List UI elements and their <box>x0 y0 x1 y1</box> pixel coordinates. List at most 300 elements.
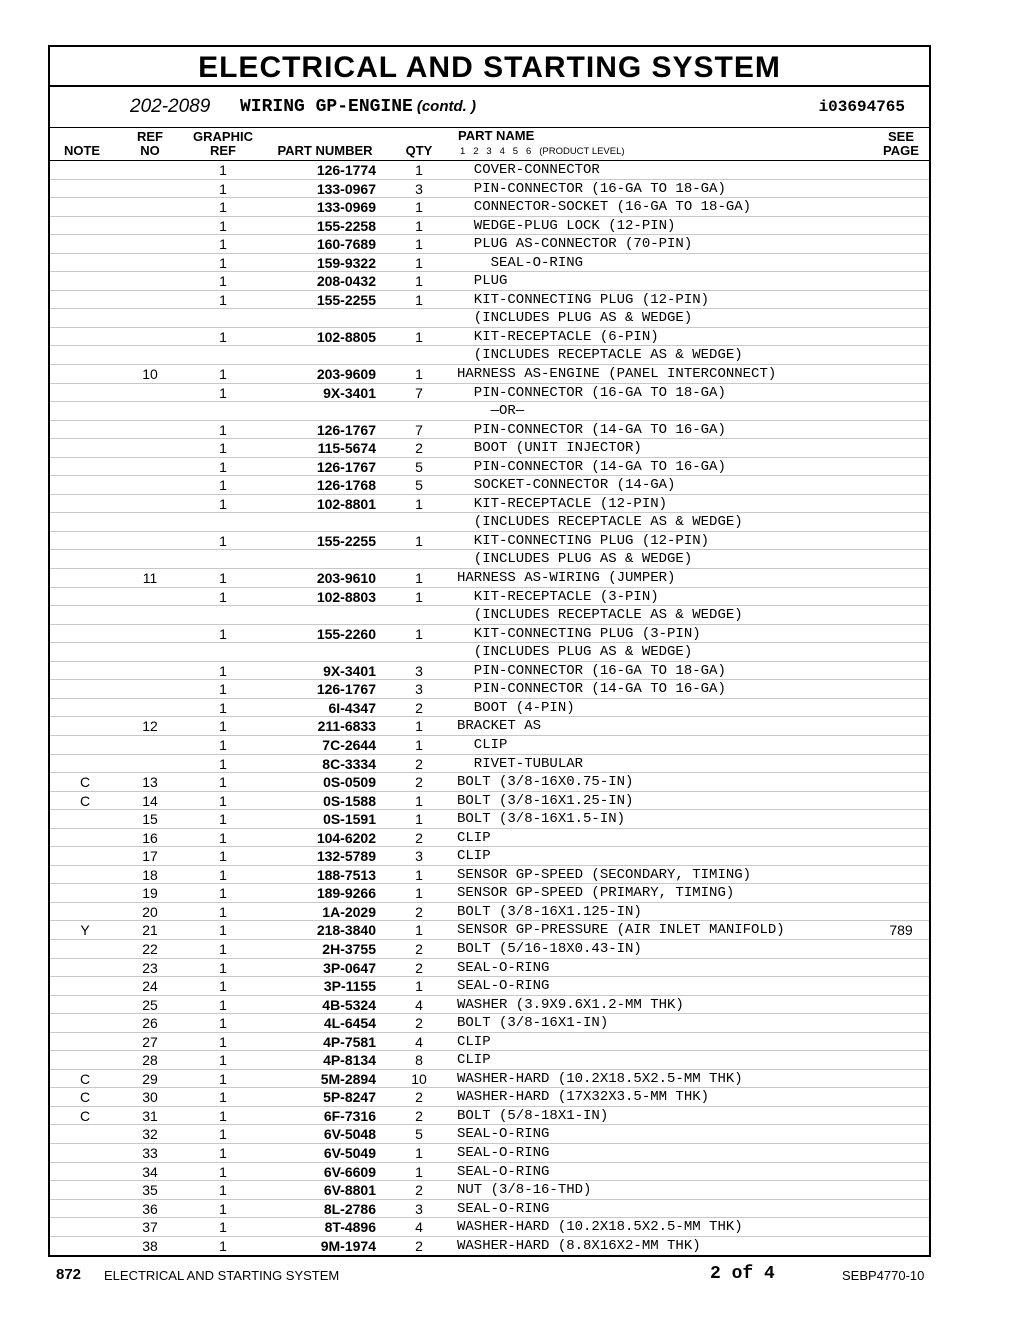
graphic-ref-cell: 1 <box>219 1052 227 1069</box>
qty-cell: 2 <box>415 829 423 846</box>
part-number-cell: 5P-8247 <box>323 1089 376 1106</box>
table-row <box>50 959 929 978</box>
table-row <box>50 680 929 699</box>
part-name-cell: WASHER-HARD (10.2X18.5X2.5-MM THK) <box>457 1070 743 1087</box>
qty-cell: 2 <box>415 1015 423 1032</box>
table-row <box>50 625 929 644</box>
graphic-ref-cell: 1 <box>219 328 227 345</box>
part-name-cell: BOLT (5/16-18X0.43-IN) <box>457 940 642 957</box>
ref-number-cell: 21 <box>142 922 158 939</box>
part-number-cell: 132-5789 <box>316 848 376 865</box>
part-name-cell: HARNESS AS-ENGINE (PANEL INTERCONNECT) <box>457 366 777 383</box>
table-row <box>50 346 929 365</box>
part-number-cell: 155-2258 <box>316 217 376 234</box>
graphic-ref-cell: 1 <box>219 217 227 234</box>
qty-cell: 4 <box>415 1033 423 1050</box>
part-number-cell: 159-9322 <box>316 254 376 271</box>
header-ref-top: REF <box>137 129 163 144</box>
part-name-cell: COVER-CONNECTOR <box>457 162 600 178</box>
qty-cell: 5 <box>415 458 423 475</box>
qty-cell: 1 <box>415 736 423 753</box>
qty-cell: 5 <box>415 1126 423 1143</box>
qty-cell: 3 <box>415 1200 423 1217</box>
qty-cell: 2 <box>415 940 423 957</box>
part-name-cell: WASHER (3.9X9.6X1.2-MM THK) <box>457 996 684 1013</box>
part-number-cell: 5M-2894 <box>320 1070 376 1087</box>
graphic-ref-cell: 1 <box>219 588 227 605</box>
part-number-cell: 4L-6454 <box>323 1015 376 1032</box>
qty-cell: 1 <box>415 236 423 253</box>
part-name-cell: SOCKET-CONNECTOR (14-GA) <box>457 477 676 494</box>
qty-cell: 4 <box>415 996 423 1013</box>
graphic-ref-cell: 1 <box>219 681 227 698</box>
qty-cell: 1 <box>415 495 423 512</box>
part-name-cell: WEDGE-PLUG LOCK (12-PIN) <box>457 217 676 234</box>
part-name-cell: PIN-CONNECTOR (16-GA TO 18-GA) <box>457 180 726 197</box>
part-name-cell: SENSOR GP-SPEED (SECONDARY, TIMING) <box>457 866 752 883</box>
part-number-cell: 104-6202 <box>316 829 376 846</box>
graphic-ref-cell: 1 <box>219 1182 227 1199</box>
table-row <box>50 1218 929 1237</box>
ref-number-cell: 23 <box>142 959 158 976</box>
graphic-ref-cell: 1 <box>219 384 227 401</box>
part-name-cell: (INCLUDES PLUG AS & WEDGE) <box>457 310 693 327</box>
qty-cell: 1 <box>415 199 423 216</box>
graphic-ref-cell: 1 <box>219 1033 227 1050</box>
qty-cell: 1 <box>415 570 423 587</box>
table-row <box>50 495 929 514</box>
part-number-cell: 9X-3401 <box>323 384 376 401</box>
qty-cell: 1 <box>415 162 423 178</box>
table-row <box>50 1200 929 1219</box>
graphic-ref-cell: 1 <box>219 940 227 957</box>
table-row <box>50 903 929 922</box>
table-row <box>50 643 929 662</box>
graphic-ref-cell: 1 <box>219 903 227 920</box>
table-row <box>50 254 929 273</box>
header-graphic-bottom: REF <box>210 143 236 158</box>
group-contd: (contd. ) <box>416 98 476 115</box>
qty-cell: 10 <box>411 1070 427 1087</box>
part-name-cell: CLIP <box>457 736 508 753</box>
part-name-cell: (INCLUDES RECEPTACLE AS & WEDGE) <box>457 347 743 364</box>
qty-cell: 3 <box>415 681 423 698</box>
part-name-cell: PLUG <box>457 273 508 290</box>
note-cell: C <box>79 792 91 809</box>
qty-cell: 1 <box>415 366 423 383</box>
graphic-ref-cell: 1 <box>219 699 227 716</box>
graphic-ref-cell: 1 <box>219 291 227 308</box>
header-see-bottom: PAGE <box>883 143 919 158</box>
ref-number-cell: 35 <box>142 1182 158 1199</box>
ref-number-cell: 18 <box>142 866 158 883</box>
ref-number-cell: 32 <box>142 1126 158 1143</box>
qty-cell: 1 <box>415 588 423 605</box>
qty-cell: 1 <box>415 532 423 549</box>
part-number-cell: 203-9610 <box>316 570 376 587</box>
qty-cell: 1 <box>415 273 423 290</box>
graphic-ref-cell: 1 <box>219 1144 227 1161</box>
part-name-cell: NUT (3/8-16-THD) <box>457 1182 592 1199</box>
graphic-ref-cell: 1 <box>219 1200 227 1217</box>
part-number-cell: 218-3840 <box>316 922 376 939</box>
table-row <box>50 1070 929 1089</box>
graphic-ref-cell: 1 <box>219 1163 227 1180</box>
ref-number-cell: 14 <box>142 792 158 809</box>
table-row <box>50 699 929 718</box>
graphic-ref-cell: 1 <box>219 477 227 494</box>
group-name-wrap <box>240 97 476 117</box>
table-row <box>50 662 929 681</box>
footer-section: ELECTRICAL AND STARTING SYSTEM <box>104 1268 340 1283</box>
ref-number-cell: 16 <box>142 829 158 846</box>
graphic-ref-cell: 1 <box>219 736 227 753</box>
part-name-cell: CLIP <box>457 1052 491 1069</box>
graphic-ref-cell: 1 <box>219 199 227 216</box>
part-number-cell: 0S-1588 <box>323 792 376 809</box>
table-row <box>50 755 929 774</box>
part-name-cell: SEAL-O-RING <box>457 1163 550 1180</box>
part-number-cell: 3P-1155 <box>323 978 376 995</box>
footer-document: SEBP4770-10 <box>842 1268 925 1283</box>
part-number-cell: 9M-1974 <box>320 1237 376 1254</box>
part-name-cell: PIN-CONNECTOR (14-GA TO 16-GA) <box>457 421 726 438</box>
part-number-cell: 126-1767 <box>316 681 376 698</box>
part-number-cell: 126-1767 <box>316 421 376 438</box>
parts-table-body <box>50 161 929 1255</box>
graphic-ref-cell: 1 <box>219 718 227 735</box>
table-row <box>50 458 929 477</box>
table-row <box>50 736 929 755</box>
table-row <box>50 1181 929 1200</box>
header-see-top: SEE <box>887 129 914 144</box>
table-row <box>50 884 929 903</box>
qty-cell: 5 <box>415 477 423 494</box>
part-name-cell: SEAL-O-RING <box>457 1144 550 1161</box>
qty-cell: 1 <box>415 885 423 902</box>
part-name-cell: WASHER-HARD (8.8X16X2-MM THK) <box>457 1237 701 1254</box>
graphic-ref-cell: 1 <box>219 1015 227 1032</box>
qty-cell: 2 <box>415 1089 423 1106</box>
qty-cell: 1 <box>415 811 423 828</box>
part-name-cell: PIN-CONNECTOR (14-GA TO 16-GA) <box>457 681 726 698</box>
part-name-cell: SEAL-O-RING <box>457 1200 550 1217</box>
part-number-cell: 6V-6609 <box>323 1163 376 1180</box>
table-row <box>50 439 929 458</box>
table-row <box>50 365 929 384</box>
graphic-ref-cell: 1 <box>219 922 227 939</box>
qty-cell: 2 <box>415 440 423 457</box>
qty-cell: 1 <box>415 328 423 345</box>
qty-cell: 3 <box>415 848 423 865</box>
graphic-ref-cell: 1 <box>219 755 227 772</box>
graphic-ref-cell: 1 <box>219 1237 227 1254</box>
page-frame <box>48 45 931 1257</box>
part-name-cell: BOLT (3/8-16X1.25-IN) <box>457 792 634 809</box>
part-name-cell: BOOT (4-PIN) <box>457 699 575 716</box>
part-name-cell: BOLT (3/8-16X1-IN) <box>457 1015 609 1032</box>
table-row <box>50 513 929 532</box>
graphic-ref-cell: 1 <box>219 180 227 197</box>
graphic-ref-cell: 1 <box>219 1107 227 1124</box>
table-row <box>50 866 929 885</box>
part-name-cell: CLIP <box>457 1033 491 1050</box>
part-number-cell: 208-0432 <box>316 273 376 290</box>
table-row <box>50 550 929 569</box>
part-name-cell: BOLT (3/8-16X0.75-IN) <box>457 774 634 791</box>
table-row <box>50 384 929 403</box>
footer-page-of: 2 of 4 <box>710 1264 775 1284</box>
part-name-cell: KIT-RECEPTACLE (3-PIN) <box>457 588 659 605</box>
qty-cell: 2 <box>415 774 423 791</box>
ref-number-cell: 22 <box>142 940 158 957</box>
ref-number-cell: 33 <box>142 1144 158 1161</box>
table-row <box>50 810 929 829</box>
table-row <box>50 606 929 625</box>
table-row <box>50 161 929 180</box>
header-note: NOTE <box>63 143 101 158</box>
table-row <box>50 588 929 607</box>
part-name-cell: BOOT (UNIT INJECTOR) <box>457 440 642 457</box>
table-row <box>50 1014 929 1033</box>
part-name-cell: KIT-RECEPTACLE (12-PIN) <box>457 495 668 512</box>
part-name-cell: PIN-CONNECTOR (14-GA TO 16-GA) <box>457 458 726 475</box>
part-name-cell: SEAL-O-RING <box>457 978 550 995</box>
table-row <box>50 847 929 866</box>
part-number-cell: 8L-2786 <box>323 1200 376 1217</box>
part-number-cell: 155-2255 <box>316 532 376 549</box>
ref-number-cell: 26 <box>142 1015 158 1032</box>
qty-cell: 2 <box>415 699 423 716</box>
ref-number-cell: 11 <box>142 570 158 587</box>
table-row <box>50 1107 929 1126</box>
note-cell: C <box>79 1107 91 1124</box>
ref-number-cell: 38 <box>142 1237 158 1254</box>
table-row <box>50 217 929 236</box>
part-number-cell: 133-0967 <box>316 180 376 197</box>
graphic-ref-cell: 1 <box>219 495 227 512</box>
part-number-cell: 6F-7316 <box>323 1107 376 1124</box>
part-number-cell: 0S-1591 <box>323 811 376 828</box>
part-name-cell: PLUG AS-CONNECTOR (70-PIN) <box>457 236 693 253</box>
graphic-ref-cell: 1 <box>219 662 227 679</box>
table-row <box>50 940 929 959</box>
ref-number-cell: 19 <box>142 885 158 902</box>
table-row <box>50 773 929 792</box>
table-row <box>50 328 929 347</box>
group-number: 202-2089 <box>130 96 211 117</box>
see-page-cell: 789 <box>889 922 913 939</box>
graphic-ref-cell: 1 <box>219 978 227 995</box>
graphic-ref-cell: 1 <box>219 1219 227 1236</box>
graphic-ref-cell: 1 <box>219 811 227 828</box>
graphic-ref-cell: 1 <box>219 885 227 902</box>
table-row <box>50 272 929 291</box>
graphic-ref-cell: 1 <box>219 996 227 1013</box>
note-cell: C <box>79 1089 91 1106</box>
note-cell: Y <box>80 922 90 939</box>
graphic-ref-cell: 1 <box>219 440 227 457</box>
part-name-cell: (INCLUDES RECEPTACLE AS & WEDGE) <box>457 514 743 531</box>
part-name-cell: KIT-CONNECTING PLUG (12-PIN) <box>457 532 710 549</box>
table-row <box>50 996 929 1015</box>
part-number-cell: 126-1767 <box>316 458 376 475</box>
part-number-cell: 8C-3334 <box>322 755 376 772</box>
qty-cell: 2 <box>415 1107 423 1124</box>
graphic-ref-cell: 1 <box>219 421 227 438</box>
table-row <box>50 180 929 199</box>
part-name-cell: WASHER-HARD (17X32X3.5-MM THK) <box>457 1089 710 1106</box>
page-title: ELECTRICAL AND STARTING SYSTEM <box>198 51 781 84</box>
graphic-ref-cell: 1 <box>219 532 227 549</box>
qty-cell: 2 <box>415 1182 423 1199</box>
qty-cell: 1 <box>415 625 423 642</box>
ref-number-cell: 34 <box>142 1163 158 1180</box>
qty-cell: 8 <box>415 1052 423 1069</box>
part-number-cell: 4P-8134 <box>323 1052 376 1069</box>
qty-cell: 1 <box>415 1163 423 1180</box>
graphic-ref-cell: 1 <box>219 866 227 883</box>
graphic-ref-cell: 1 <box>219 625 227 642</box>
part-number-cell: 126-1774 <box>316 162 376 178</box>
part-name-cell: (INCLUDES PLUG AS & WEDGE) <box>457 644 693 661</box>
group-name: WIRING GP-ENGINE <box>240 97 413 117</box>
graphic-ref-cell: 1 <box>219 1126 227 1143</box>
ref-number-cell: 27 <box>142 1033 158 1050</box>
part-number-cell: 155-2260 <box>316 625 376 642</box>
table-row <box>50 1144 929 1163</box>
part-name-cell: CLIP <box>457 829 491 846</box>
table-row <box>50 792 929 811</box>
group-id: i03694765 <box>818 98 905 116</box>
part-number-cell: 203-9609 <box>316 366 376 383</box>
note-cell: C <box>79 774 91 791</box>
part-number-cell: 102-8801 <box>316 495 376 512</box>
part-name-cell: KIT-CONNECTING PLUG (3-PIN) <box>457 625 701 642</box>
header-product-level: 1 2 3 4 5 6 (PRODUCT LEVEL) <box>460 146 625 157</box>
qty-cell: 1 <box>415 254 423 271</box>
part-name-cell: CONNECTOR-SOCKET (16-GA TO 18-GA) <box>457 199 752 216</box>
header-part-name: PART NAME <box>458 128 535 143</box>
part-number-cell: 4B-5324 <box>322 996 376 1013</box>
part-name-cell: KIT-RECEPTACLE (6-PIN) <box>457 328 659 345</box>
part-number-cell: 102-8803 <box>316 588 376 605</box>
part-name-cell: SEAL-O-RING <box>457 254 584 271</box>
qty-cell: 1 <box>415 922 423 939</box>
graphic-ref-cell: 1 <box>219 162 227 178</box>
part-name-cell: SENSOR GP-SPEED (PRIMARY, TIMING) <box>457 885 735 902</box>
table-row <box>50 717 929 736</box>
table-row <box>50 421 929 440</box>
graphic-ref-cell: 1 <box>219 236 227 253</box>
table-row <box>50 309 929 328</box>
ref-number-cell: 13 <box>142 774 158 791</box>
part-name-cell: SENSOR GP-PRESSURE (AIR INLET MANIFOLD) <box>457 922 785 939</box>
graphic-ref-cell: 1 <box>219 1089 227 1106</box>
qty-cell: 1 <box>415 978 423 995</box>
part-number-cell: 188-7513 <box>316 866 376 883</box>
header-graphic-top: GRAPHIC <box>193 129 253 144</box>
qty-cell: 2 <box>415 903 423 920</box>
table-row <box>50 569 929 588</box>
qty-cell: 2 <box>415 1237 423 1254</box>
part-number-cell: 2H-3755 <box>322 940 376 957</box>
graphic-ref-cell: 1 <box>219 273 227 290</box>
part-number-cell: 6V-8801 <box>323 1182 376 1199</box>
part-name-cell: (INCLUDES RECEPTACLE AS & WEDGE) <box>457 607 743 624</box>
graphic-ref-cell: 1 <box>219 254 227 271</box>
part-number-cell: 3P-0647 <box>323 959 376 976</box>
ref-number-cell: 20 <box>142 903 158 920</box>
table-row <box>50 198 929 217</box>
qty-cell: 7 <box>415 421 423 438</box>
ref-number-cell: 30 <box>142 1089 158 1106</box>
graphic-ref-cell: 1 <box>219 366 227 383</box>
part-number-cell: 7C-2644 <box>322 736 376 753</box>
header-ref-bottom: NO <box>140 143 160 158</box>
graphic-ref-cell: 1 <box>219 774 227 791</box>
graphic-ref-cell: 1 <box>219 792 227 809</box>
note-cell: C <box>79 1070 91 1087</box>
ref-number-cell: 17 <box>142 848 158 865</box>
part-name-cell: BOLT (5/8-18X1-IN) <box>457 1107 609 1124</box>
part-name-cell: BOLT (3/8-16X1.125-IN) <box>457 903 642 920</box>
qty-cell: 7 <box>415 384 423 401</box>
part-name-cell: PIN-CONNECTOR (16-GA TO 18-GA) <box>457 662 726 679</box>
title-divider <box>50 85 929 87</box>
graphic-ref-cell: 1 <box>219 1070 227 1087</box>
part-number-cell: 189-9266 <box>316 885 376 902</box>
table-row <box>50 977 929 996</box>
ref-number-cell: 24 <box>142 978 158 995</box>
ref-number-cell: 31 <box>142 1107 158 1124</box>
qty-cell: 1 <box>415 217 423 234</box>
ref-number-cell: 37 <box>142 1219 158 1236</box>
qty-cell: 1 <box>415 1144 423 1161</box>
part-name-cell: —OR— <box>457 403 525 420</box>
part-number-cell: 155-2255 <box>316 291 376 308</box>
ref-number-cell: 10 <box>142 366 158 383</box>
qty-cell: 1 <box>415 866 423 883</box>
qty-cell: 3 <box>415 662 423 679</box>
part-number-cell: 211-6833 <box>317 718 376 735</box>
part-name-cell: SEAL-O-RING <box>457 959 550 976</box>
part-name-cell: (INCLUDES PLUG AS & WEDGE) <box>457 551 693 568</box>
table-row <box>50 235 929 254</box>
part-name-cell: BRACKET AS <box>457 718 542 735</box>
part-name-cell: WASHER-HARD (10.2X18.5X2.5-MM THK) <box>457 1219 743 1236</box>
part-number-cell: 0S-0509 <box>323 774 376 791</box>
part-number-cell: 115-5674 <box>317 440 376 457</box>
table-row <box>50 532 929 551</box>
part-number-cell: 126-1768 <box>316 477 376 494</box>
part-name-cell: KIT-CONNECTING PLUG (12-PIN) <box>457 291 710 308</box>
part-name-cell: HARNESS AS-WIRING (JUMPER) <box>457 570 676 587</box>
table-row <box>50 1051 929 1070</box>
graphic-ref-cell: 1 <box>219 959 227 976</box>
header-part-number: PART NUMBER <box>277 143 373 158</box>
part-number-cell: 1A-2029 <box>322 903 376 920</box>
qty-cell: 1 <box>415 792 423 809</box>
table-row <box>50 476 929 495</box>
part-name-cell: PIN-CONNECTOR (16-GA TO 18-GA) <box>457 384 726 401</box>
part-number-cell: 4P-7581 <box>323 1033 376 1050</box>
qty-cell: 1 <box>415 291 423 308</box>
table-row <box>50 1088 929 1107</box>
part-number-cell: 102-8805 <box>316 328 376 345</box>
ref-number-cell: 29 <box>142 1070 158 1087</box>
table-row <box>50 1033 929 1052</box>
